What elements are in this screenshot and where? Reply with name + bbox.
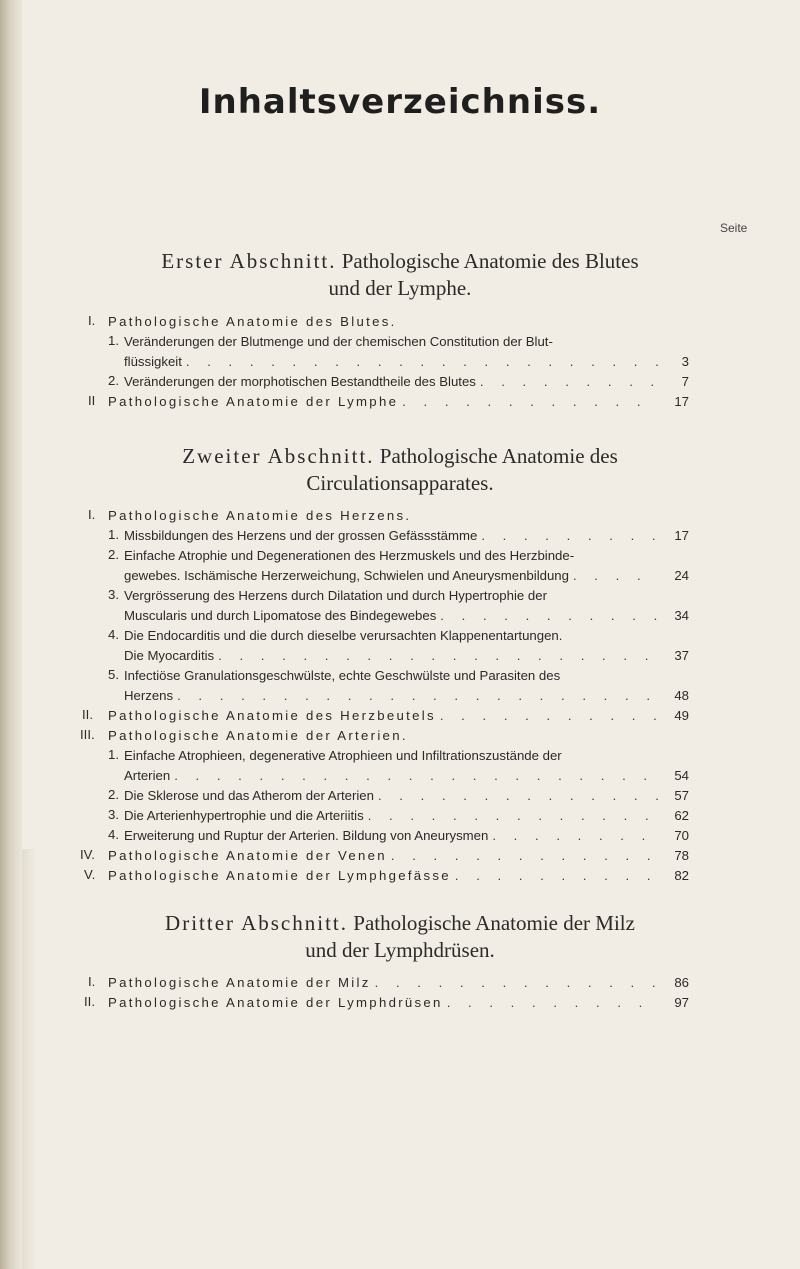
item-text: gewebes. Ischämische Herzerweichung, Schwielen und Aneurysmenbildung [124,568,569,583]
section-prefix: Zweiter Abschnitt. [182,444,375,468]
dot-leader [218,647,659,665]
item-text: Einfache Atrophie und Degenerationen des Herzmuskels und des Herzbinde- [124,548,575,563]
page-number: 62 [674,808,689,823]
item-text: Veränderungen der morphotischen Bestandtheile des Blutes [124,374,476,389]
chapter-roman: II. [84,994,95,1009]
item-text: Herzens [124,688,174,703]
dot-leader [440,707,659,725]
chapter-title: Pathologische Anatomie der Milz [108,975,371,990]
item-number: 2. [108,787,119,802]
section-title-line1: Pathologische Anatomie der Milz [353,911,635,935]
section-prefix: Erster Abschnitt. [161,249,337,273]
toc-entry[interactable] [108,974,689,992]
toc-entry[interactable] [124,787,689,805]
chapter-roman: II [88,393,96,408]
page-number: 86 [674,975,689,990]
page-number: 57 [674,788,689,803]
page-number: 78 [674,848,689,863]
dot-leader [573,567,659,585]
toc-entry[interactable] [124,567,689,585]
toc-entry[interactable] [124,687,689,705]
toc-entry[interactable] [124,647,689,665]
section-heading-1 [120,248,680,302]
chapter-title: Pathologische Anatomie der Lymphgefässe [108,868,451,883]
chapter-title: Pathologische Anatomie des Herzbeutels [108,708,436,723]
page-column-label: Seite [720,221,748,235]
page-number: 17 [674,528,689,543]
dot-leader [440,607,659,625]
dot-leader [480,373,659,391]
item-text: Arterien [124,768,171,783]
page-number: 37 [674,648,689,663]
item-text: Vergrösserung des Herzens durch Dilatation und durch Hypertrophie der [124,588,547,603]
toc-entry[interactable] [124,607,689,625]
page-number: 49 [674,708,689,723]
toc-entry[interactable] [124,767,689,785]
item-number: 3. [108,807,119,822]
dot-leader [492,827,659,845]
item-number: 1. [108,333,119,348]
toc-entry[interactable] [124,827,689,845]
item-number: 3. [108,587,119,602]
chapter-roman: II. [82,707,93,722]
page-number: 17 [674,394,689,409]
item-text: flüssigkeit [124,354,182,369]
book-page-edge [0,0,22,1269]
section-title-line2: und der Lymphe. [328,276,472,300]
dot-leader [391,847,659,865]
page-number: 70 [674,828,689,843]
item-text: Infectiöse Granulationsgeschwülste, echte Geschwülste und Parasiten des [124,668,561,683]
section-title-line2: und der Lymphdrüsen. [305,938,495,962]
chapter-title[interactable]: Pathologische Anatomie des Herzens. [108,508,412,523]
dot-leader [447,994,659,1012]
item-text: Missbildungen des Herzens und der grossen Gefässstämme [124,528,478,543]
toc-entry[interactable] [108,847,689,865]
chapter-title[interactable]: Pathologische Anatomie des Blutes. [108,314,397,329]
toc-entry[interactable] [124,373,689,391]
item-text: Die Sklerose und das Atherom der Arterien [124,788,374,803]
toc-entry[interactable] [124,527,689,545]
item-number: 2. [108,373,119,388]
toc-entry[interactable] [108,994,689,1012]
toc-entry[interactable] [108,393,689,411]
item-number: 2. [108,547,119,562]
item-number: 4. [108,827,119,842]
page-number: 97 [674,995,689,1010]
dot-leader [375,974,659,992]
book-page-shadow [22,849,36,1269]
chapter-title[interactable]: Pathologische Anatomie der Arterien. [108,728,408,743]
page-title: Inhaltsverzeichniss. [198,82,602,122]
item-text: Einfache Atrophieen, degenerative Atrophieen und Infiltrationszustände der [124,748,562,763]
dot-leader [368,807,659,825]
page-number: 7 [681,374,689,389]
page-number: 48 [674,688,689,703]
chapter-roman: I. [88,507,96,522]
item-text: Erweiterung und Ruptur der Arterien. Bildung von Aneurysmen [124,828,489,843]
chapter-title: Pathologische Anatomie der Venen [108,848,387,863]
dot-leader [455,867,659,885]
toc-entry[interactable] [124,807,689,825]
chapter-title: Pathologische Anatomie der Lymphe [108,394,399,409]
dot-leader [177,687,659,705]
chapter-roman: IV. [80,847,95,862]
item-number: 5. [108,667,119,682]
section-title-line1: Pathologische Anatomie des [379,444,618,468]
dot-leader [378,787,659,805]
chapter-roman: I. [88,313,96,328]
item-number: 1. [108,527,119,542]
item-number: 4. [108,627,119,642]
toc-entry[interactable] [108,867,689,885]
chapter-roman: III. [80,727,95,742]
toc-entry[interactable] [124,353,689,371]
chapter-title: Pathologische Anatomie der Lymphdrüsen [108,995,443,1010]
section-heading-3 [120,910,680,964]
page-number: 82 [674,868,689,883]
toc-entry[interactable] [108,707,689,725]
dot-leader [174,767,659,785]
item-text: Die Myocarditis [124,648,215,663]
section-prefix: Dritter Abschnitt. [165,911,349,935]
page-number: 54 [674,768,689,783]
page-number: 24 [674,568,689,583]
chapter-roman: V. [84,867,96,882]
section-title-line2: Circulationsapparates. [306,471,494,495]
item-text: Veränderungen der Blutmenge und der chemischen Constitution der Blut- [124,334,553,349]
item-number: 1. [108,747,119,762]
page-number: 34 [674,608,689,623]
section-heading-2 [120,443,680,497]
section-title-line1: Pathologische Anatomie des Blutes [341,249,639,273]
item-text: Muscularis und durch Lipomatose des Bindegewebes [124,608,437,623]
item-text: Die Arterienhypertrophie und die Arteriitis [124,808,364,823]
chapter-roman: I. [88,974,96,989]
dot-leader [186,353,659,371]
item-text: Die Endocarditis und die durch dieselbe verursachten Klappenentartungen. [124,628,563,643]
dot-leader [402,393,659,411]
dot-leader [481,527,659,545]
page-number: 3 [681,354,689,369]
